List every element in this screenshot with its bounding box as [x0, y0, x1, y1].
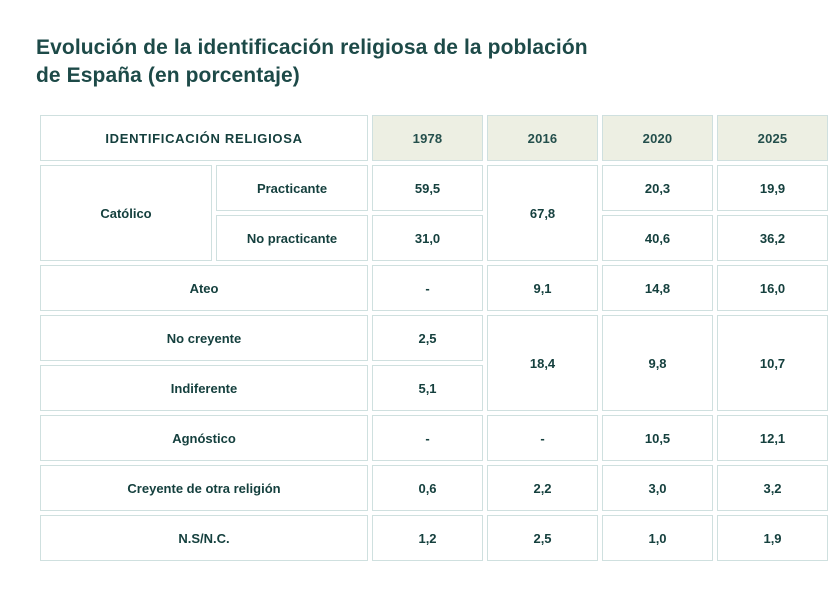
value-practicante-2020: 20,3 [602, 165, 713, 211]
value-no-practicante-1978: 31,0 [372, 215, 483, 261]
value-ateo-2020: 14,8 [602, 265, 713, 311]
header-year-1978: 1978 [372, 115, 483, 161]
value-no-creyente-indiferente-2020: 9,8 [602, 315, 713, 411]
value-agnostico-2025: 12,1 [717, 415, 828, 461]
value-no-creyente-indiferente-2025: 10,7 [717, 315, 828, 411]
subcategory-practicante: Practicante [216, 165, 368, 211]
page-title-line-1: Evolución de la identificación religiosa de la población [36, 36, 588, 59]
value-otra-religion-2025: 3,2 [717, 465, 828, 511]
subcategory-no-practicante: No practicante [216, 215, 368, 261]
value-no-creyente-indiferente-2016: 18,4 [487, 315, 598, 411]
header-year-2020: 2020 [602, 115, 713, 161]
value-agnostico-2020: 10,5 [602, 415, 713, 461]
page-title-line-2: de España (en porcentaje) [36, 63, 300, 87]
category-otra-religion: Creyente de otra religión [40, 465, 368, 511]
value-nsnc-2016: 2,5 [487, 515, 598, 561]
value-agnostico-2016: - [487, 415, 598, 461]
value-otra-religion-1978: 0,6 [372, 465, 483, 511]
table-row-otra-religion [40, 465, 828, 511]
header-year-2025: 2025 [717, 115, 828, 161]
table-row-agnostico [40, 415, 828, 461]
value-practicante-2025: 19,9 [717, 165, 828, 211]
table-row-no-creyente [40, 315, 828, 361]
value-no-practicante-2020: 40,6 [602, 215, 713, 261]
table-row-nsnc [40, 515, 828, 561]
value-catolico-2016: 67,8 [487, 165, 598, 261]
value-agnostico-1978: - [372, 415, 483, 461]
table-row-practicante [40, 165, 828, 211]
value-ateo-1978: - [372, 265, 483, 311]
category-agnostico: Agnóstico [40, 415, 368, 461]
value-no-creyente-1978: 2,5 [372, 315, 483, 361]
value-practicante-1978: 59,5 [372, 165, 483, 211]
category-catolico: Católico [40, 165, 212, 261]
table-header-row [40, 115, 828, 161]
value-indiferente-1978: 5,1 [372, 365, 483, 411]
value-otra-religion-2020: 3,0 [602, 465, 713, 511]
value-nsnc-1978: 1,2 [372, 515, 483, 561]
value-otra-religion-2016: 2,2 [487, 465, 598, 511]
header-year-2016: 2016 [487, 115, 598, 161]
category-ateo: Ateo [40, 265, 368, 311]
value-nsnc-2020: 1,0 [602, 515, 713, 561]
value-nsnc-2025: 1,9 [717, 515, 828, 561]
category-nsnc: N.S/N.C. [40, 515, 368, 561]
page-title [36, 34, 716, 89]
religious-identification-table [36, 111, 832, 565]
category-no-creyente: No creyente [40, 315, 368, 361]
value-ateo-2016: 9,1 [487, 265, 598, 311]
header-label-column: IDENTIFICACIÓN RELIGIOSA [40, 115, 368, 161]
value-ateo-2025: 16,0 [717, 265, 828, 311]
value-no-practicante-2025: 36,2 [717, 215, 828, 261]
category-indiferente: Indiferente [40, 365, 368, 411]
table-row-ateo [40, 265, 828, 311]
